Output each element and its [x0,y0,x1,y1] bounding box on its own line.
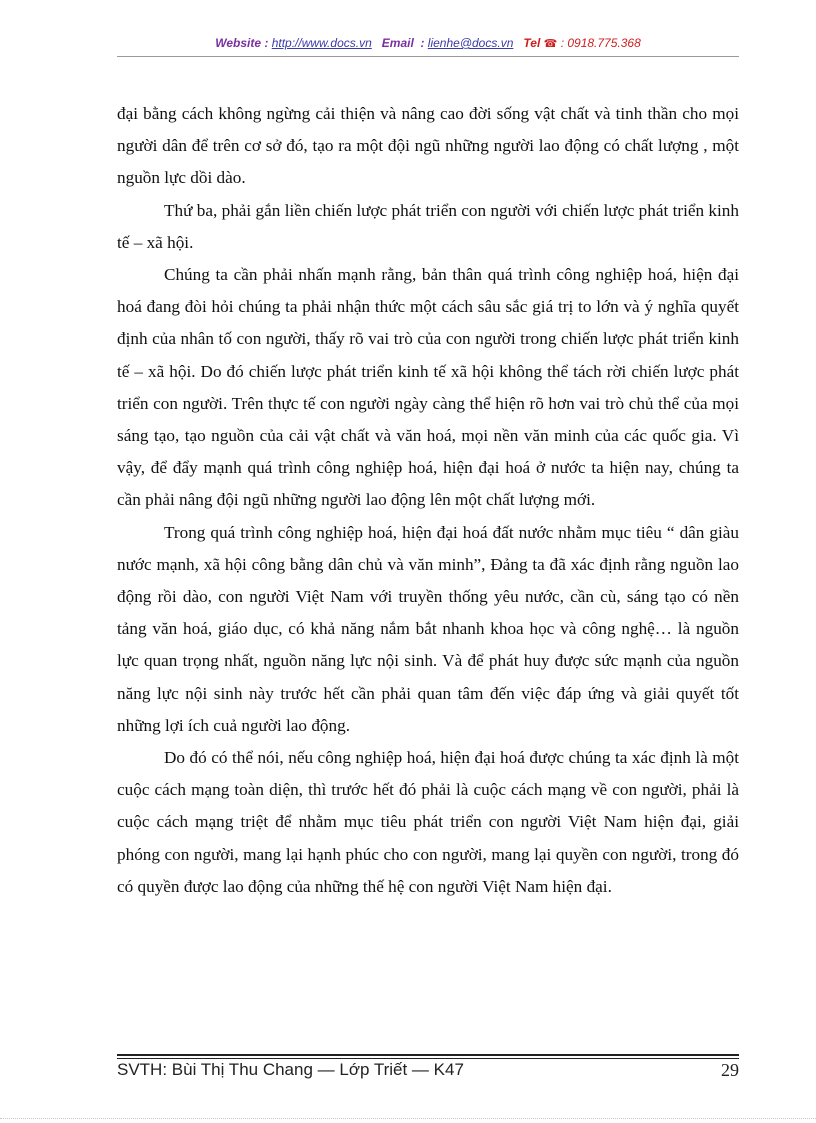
paragraph: Thứ ba, phải gắn liền chiến lược phát triển con người với chiến lược phát triển kinh tế – xã hội. [117,200,739,252]
footer-divider-thick [117,1054,739,1056]
phone-number: : 0918.775.368 [560,36,641,50]
footer-divider-thin [117,1058,739,1059]
page-edge [0,1118,816,1119]
paragraph: Do đó có thể nói, nếu công nghiệp hoá, hiện đại hoá được chúng ta xác định là một cuộc cách mạng toàn diện, thì trước hết đó phải là cuộc cách mạng về con người, phải là cuộc cách mạng triệt để nhằm mục tiêu phát triển con người Việt Nam hiện đại, giải phóng con người, mang lại hạnh phúc cho con người, mang lại quyền con người, trong đó có quyền được lao động của những thế hệ con người Việt Nam hiện đại. [117,748,739,896]
document-body [117,98,739,903]
header-divider [117,56,739,57]
page-number: 29 [721,1060,739,1080]
tel-label: Tel [523,36,541,50]
website-label: Website : [215,36,269,50]
website-link[interactable]: http://www.docs.vn [271,36,372,50]
email-separator: : [420,36,425,50]
email-link[interactable]: lienhe@docs.vn [427,36,514,50]
footer-author: SVTH: Bùi Thị Thu Chang — Lớp Triết — K47 [117,1060,464,1079]
phone-icon: ☎ [543,38,558,50]
paragraph-continuation: đại bằng cách không ngừng cải thiện và nâng cao đời sống vật chất và tinh thần cho mọi người dân để trên cơ sở đó, tạo ra một đội ngũ những người lao động có chất lượng , một nguồn lực dồi dào. [117,104,739,188]
email-label: Email [381,36,414,50]
paragraph: Trong quá trình công nghiệp hoá, hiện đại hoá đất nước nhằm mục tiêu “ dân giàu nước mạnh, xã hội công bằng dân chủ và văn minh”, Đảng ta đã xác định rằng nguồn lao động rồi dào, con người Việt Nam với truyền thống yêu nước, cần cù, sáng tạo có nền tảng văn hoá, giáo dục, có khả năng nắm bắt nhanh khoa học và công nghệ… là nguồn lực quan trọng nhất, nguồn năng lực nội sinh. Và để phát huy được sức mạnh của nguồn năng lực nội sinh này trước hết cần phải quan tâm đến việc đáp ứng và giải quyết tốt những lợi ích cuả người lao động. [117,522,739,735]
page-header [117,36,739,50]
paragraph: Chúng ta cần phải nhấn mạnh rằng, bản thân quá trình công nghiệp hoá, hiện đại hoá đang đòi hỏi chúng ta phải nhận thức một cách sâu sắc giá trị to lớn và ý nghĩa quyết định của nhân tố con người, thấy rõ vai trò của con người trong chiến lược phát triển kinh tế – xã hội. Do đó chiến lược phát triển kinh tế xã hội không thể tách rời chiến lược phát triển con người. Trên thực tế con người ngày càng thể hiện rõ hơn vai trò chủ thể của mọi sáng tạo, tạo nguồn của cải vật chất và văn hoá, mọi nền văn minh của các quốc gia. Vì vậy, để đẩy mạnh quá trình công nghiệp hoá, hiện đại hoá ở nước ta hiện nay, chúng ta cần phải nâng đội ngũ những người lao động lên một chất lượng mới. [117,265,739,510]
